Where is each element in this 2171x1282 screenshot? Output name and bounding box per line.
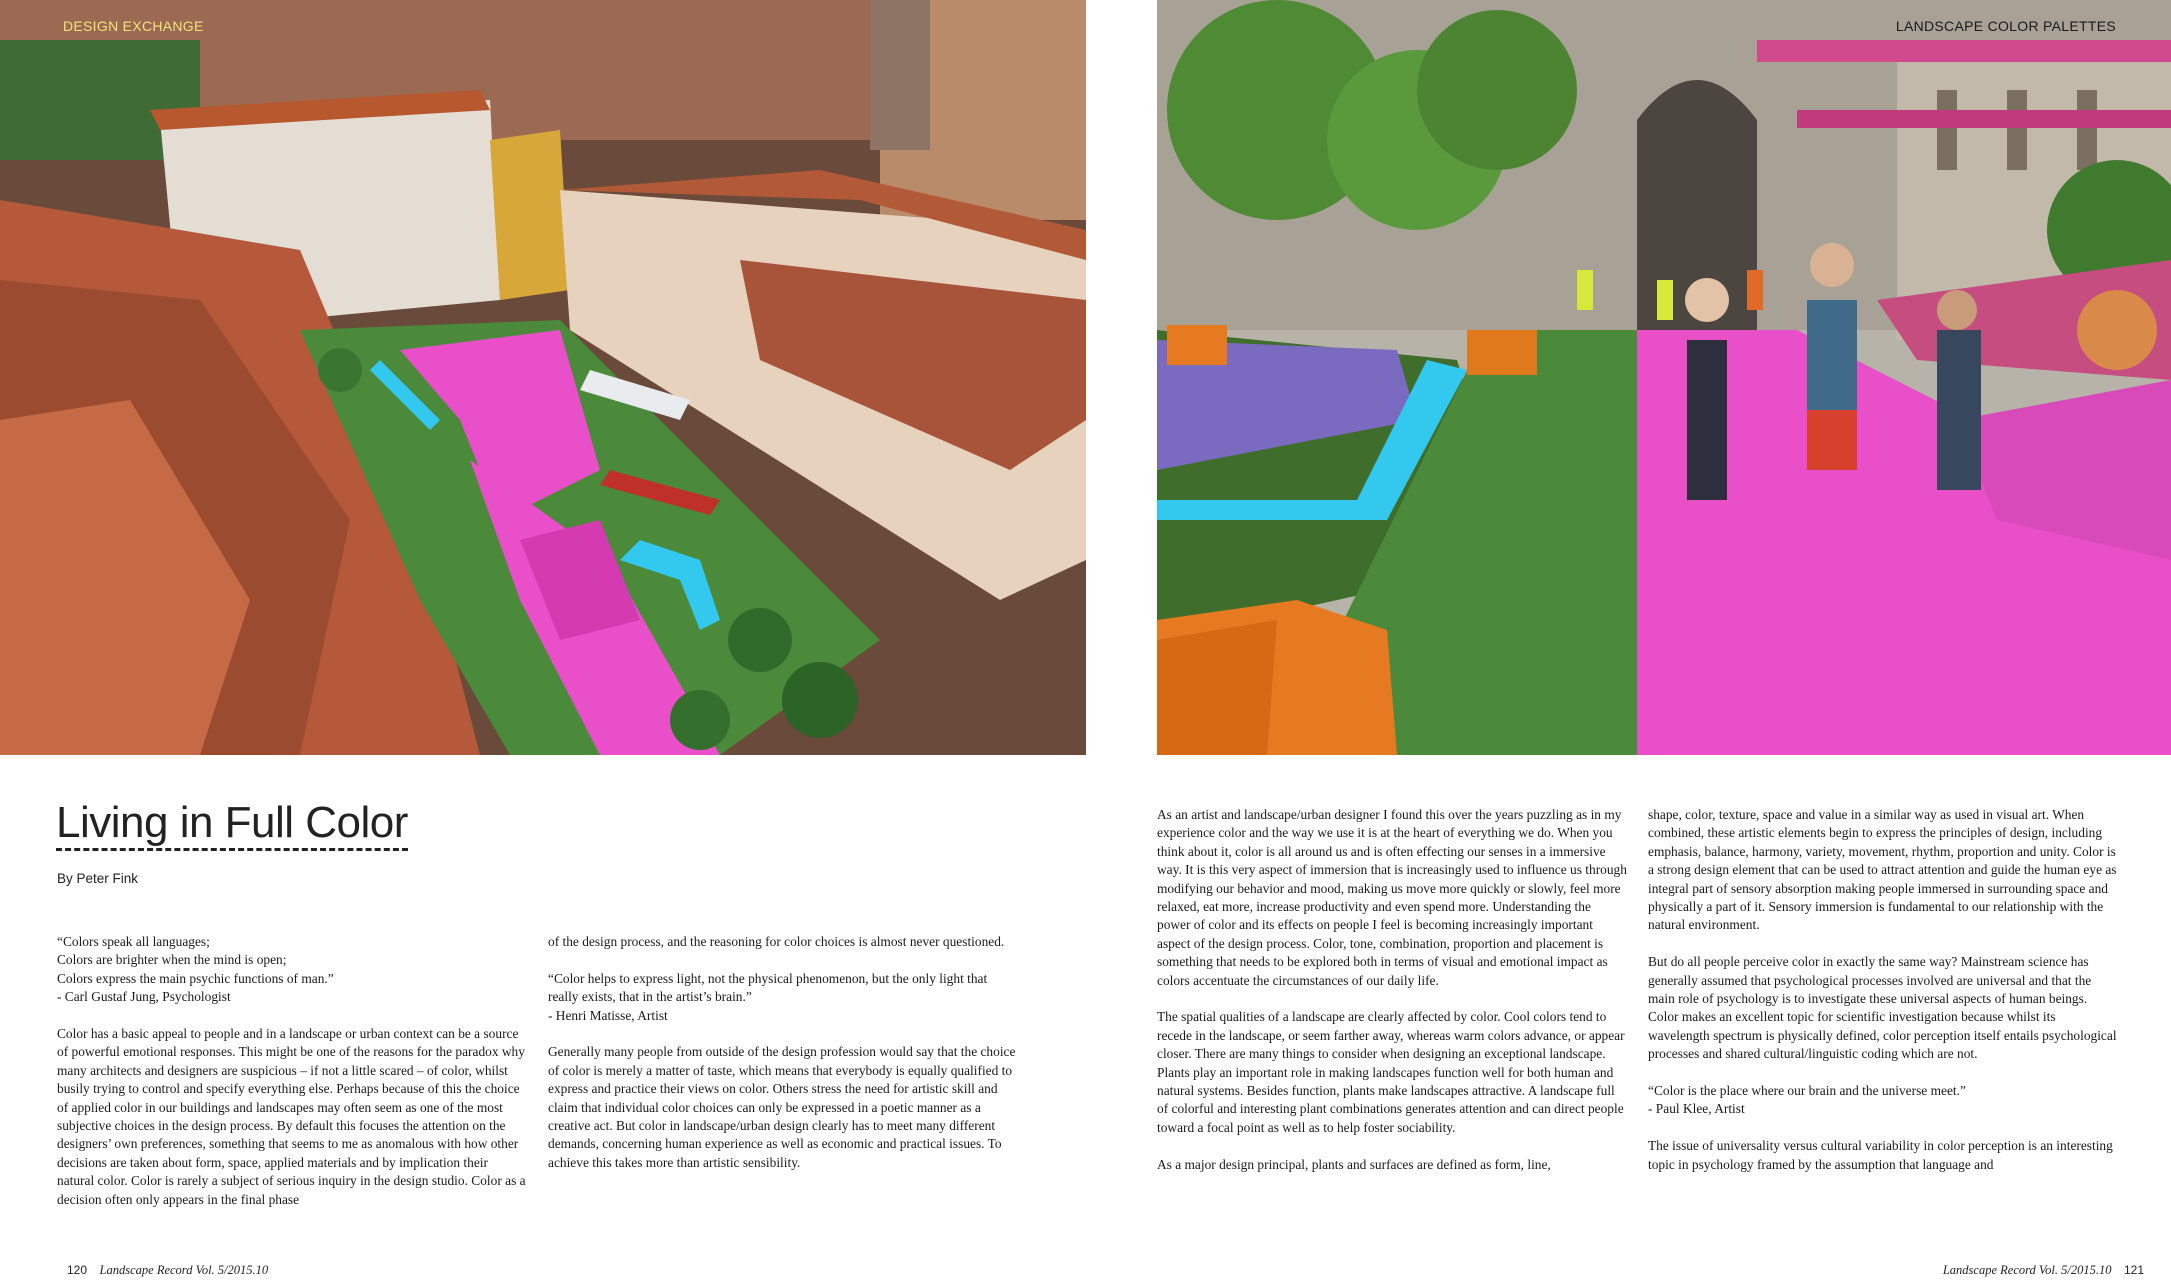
body-paragraph: As an artist and landscape/urban designer I found this over the years puzzling as in my experience color and the way we use it is at the heart of everything we do. When you think about it, color is all around us and is often effecting our senses in a immersive way. It is this very aspect of immersion that is increasingly used to influence us through modifying our behavior and mood, making us move more quickly or slowly, feel more relaxed, eat more, increase productivity and even spend more. Understanding the power of color and its effects on people I feel is becoming increasingly important aspect of the design process. Color, tone, combination, proportion and placement is something that needs to be explored both in terms of visual and emotional impact as colors accentuate the circumstances of our daily life. [1157,807,1627,988]
publication-name: Landscape Record Vol. 5/2015.10 [99,1263,269,1277]
quote-line: Colors are brighter when the mind is open; [57,952,287,968]
quote-line: Colors express the main psychic functions of man.” [57,970,334,986]
spread-gutter [1086,0,1157,1282]
body-paragraph: But do all people perceive color in exactly the same way? Mainstream science has generally assumed that psychological processes involved are universal and that the main role of psychology is to investigate these universal aspects of human beings. Color makes an excellent topic for scientific investigation because whilst its wavelength spectrum is physically defined, color perception itself entails psychological processes and shared cultural/linguistic coding which are not. [1648,954,2117,1062]
text-column-2 [548,933,1018,1172]
body-paragraph: As a major design principal, plants and surfaces are defined as form, line, [1157,1156,1551,1172]
aerial-piazza-photo [0,0,1086,755]
quote-line: “Color is the place where our brain and the universe meet.” [1648,1083,1966,1099]
matisse-quote [548,970,1018,1025]
page-number: 120 [67,1263,88,1277]
jung-quote [57,933,527,1007]
text-column-4 [1648,806,2118,1174]
colorful-path-photo [1157,0,2171,755]
body-paragraph: The spatial qualities of a landscape are clearly affected by color. Cool colors tend to recede in the landscape, or seem farther away, whereas warm colors advance, or appear closer. There are many things to consider when designing an exceptional landscape. Plants play an important role in making landscapes function well for both human and natural systems. Besides function, plants make landscapes attractive. A landscape full of colorful and interesting plant combinations generates attention and can direct people toward a focal point as well as to help foster sociability. [1157,1009,1625,1135]
article-title: Living in Full Color [56,800,408,851]
quote-attribution: - Paul Klee, Artist [1648,1101,1745,1117]
quote-line: “Color helps to express light, not the physical phenomenon, but the only light that really exists, that in the artist’s brain.” [548,970,988,1005]
section-tag: DESIGN EXCHANGE [63,18,204,34]
page-number: 121 [2123,1263,2144,1277]
page-footer [1943,1263,2144,1278]
text-column-3 [1157,806,1627,1174]
section-tag: LANDSCAPE COLOR PALETTES [1895,18,2116,34]
page-footer [67,1263,268,1278]
quote-line: “Colors speak all languages; [57,934,210,949]
body-paragraph: of the design process, and the reasoning for color choices is almost never questioned. [548,934,1005,949]
body-paragraph: The issue of universality versus cultural variability in color perception is an interesting topic in psychology framed by the assumption that language and [1648,1138,2113,1172]
byline: By Peter Fink [57,871,139,886]
publication-name: Landscape Record Vol. 5/2015.10 [1942,1263,2112,1277]
right-page [1157,0,2171,1282]
quote-attribution: - Henri Matisse, Artist [548,1007,668,1023]
klee-quote [1648,1082,2118,1119]
body-paragraph: shape, color, texture, space and value in a similar way as used in visual art. When combined, these artistic elements begin to express the principles of design, including emphasis, balance, harmony, variety, movement, rhythm, proportion and unity. Color is a strong design element that can be used to attract attention and guide the human eye as integral part of sensory absorption making people immersed in surrounding space and physically a part of it. Sensory immersion is fundamental to our relationship with the natural environment. [1648,807,2117,933]
body-paragraph: Generally many people from outside of the design profession would say that the choice of color is merely a matter of taste, which means that everybody is equally qualified to express and practice their views on color. Others stress the need for artistic skill and claim that individual color choices can only be expressed in a poetic manner as a creative act. But color in landscape/urban design clearly has to meet many different demands, concerning human experience as well as economic and practical issues. To achieve this takes more than artistic sensibility. [548,1044,1016,1170]
body-paragraph: Color has a basic appeal to people and in a landscape or urban context can be a source of powerful emotional responses. This might be one of the reasons for the paradox why many architects and designers are suspicious – if not a little scared – of color, whilst busily trying to control and specify everything else. Perhaps because of this the choice of applied color in our buildings and landscapes may often seem as one of the most subjective choices in the design process. By default this focuses the attention on the designers’ own preferences, something that seems to me as anomalous with how other decisions are taken about form, space, applied materials and by implication their natural color. Color is rarely a subject of serious inquiry in the design studio. Color as a decision often only appears in the final phase [57,1026,526,1207]
quote-attribution: - Carl Gustaf Jung, Psychologist [57,989,231,1005]
text-column-1 [57,933,527,1209]
